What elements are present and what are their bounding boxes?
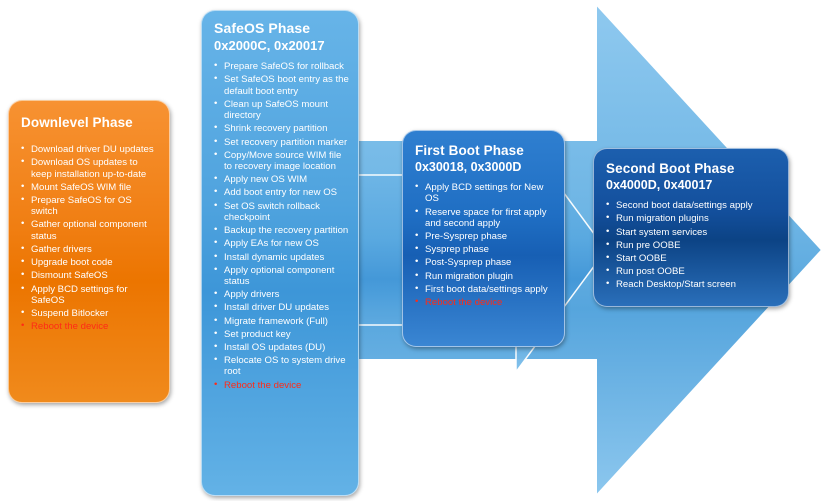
- list-item: • Mount SafeOS WIM file: [21, 182, 161, 193]
- list-item: • Run post OOBE: [606, 266, 781, 277]
- list-item: • Set SafeOS boot entry as the default boot entry: [214, 74, 351, 96]
- list-item: • Upgrade boot code: [21, 257, 161, 268]
- phase-bullets-safeos: [202, 53, 358, 391]
- list-item: • Add boot entry for new OS: [214, 187, 351, 198]
- list-item: • Reserve space for first apply and second apply: [415, 207, 557, 229]
- list-item: • Set recovery partition marker: [214, 137, 351, 148]
- list-item: • Install dynamic updates: [214, 252, 351, 263]
- phase-bullets-downlevel: [9, 130, 169, 332]
- list-item: • Start system services: [606, 227, 781, 238]
- list-item: • Post-Sysprep phase: [415, 257, 557, 268]
- phase-subtitle-second-boot: 0x4000D, 0x40017: [606, 178, 713, 193]
- phase-card-first-boot[interactable]: [402, 130, 565, 347]
- list-item: • Migrate framework (Full): [214, 316, 351, 327]
- list-item-reboot: • Reboot the device: [21, 321, 161, 332]
- list-item: • Apply BCD settings for SafeOS: [21, 284, 161, 306]
- phase-subtitle-safeos: 0x2000C, 0x20017: [214, 37, 325, 53]
- list-item: • Second boot data/settings apply: [606, 200, 781, 211]
- list-item: • Run migration plugin: [415, 271, 557, 282]
- phase-bullets-first-boot: [403, 174, 564, 308]
- phase-title-first-boot: First Boot Phase: [415, 143, 524, 158]
- phase-bullets-second-boot: [594, 192, 788, 291]
- phase-card-safeos[interactable]: [201, 10, 359, 496]
- list-item: • Install driver DU updates: [214, 302, 351, 313]
- phase-subtitle-first-boot: 0x30018, 0x3000D: [415, 160, 522, 175]
- list-item: • Apply EAs for new OS: [214, 238, 351, 249]
- list-item: • Reach Desktop/Start screen: [606, 279, 781, 290]
- phase-title-safeos: SafeOS Phase: [214, 20, 311, 36]
- list-item: • Install OS updates (DU): [214, 342, 351, 353]
- list-item: • Dismount SafeOS: [21, 270, 161, 281]
- list-item-reboot: • Reboot the device: [415, 297, 557, 308]
- list-item: • Backup the recovery partition: [214, 225, 351, 236]
- list-item: • Apply BCD settings for New OS: [415, 182, 557, 204]
- list-item: • Suspend Bitlocker: [21, 308, 161, 319]
- list-item: • Clean up SafeOS mount directory: [214, 99, 351, 121]
- list-item: • Gather drivers: [21, 244, 161, 255]
- list-item: • Run migration plugins: [606, 213, 781, 224]
- list-item: • Apply optional component status: [214, 265, 351, 287]
- list-item: • Download OS updates to keep installation up-to-date: [21, 157, 161, 179]
- list-item: • Relocate OS to system drive root: [214, 355, 351, 377]
- list-item: • Gather optional component status: [21, 219, 161, 241]
- list-item: • Prepare SafeOS for rollback: [214, 61, 351, 72]
- list-item: • Start OOBE: [606, 253, 781, 264]
- list-item: • Set product key: [214, 329, 351, 340]
- list-item: • Copy/Move source WIM file to recovery image location: [214, 150, 351, 172]
- list-item: • Apply new OS WIM: [214, 174, 351, 185]
- list-item: • Set OS switch rollback checkpoint: [214, 201, 351, 223]
- phase-card-downlevel[interactable]: [8, 100, 170, 403]
- list-item: • First boot data/settings apply: [415, 284, 557, 295]
- list-item-reboot: • Reboot the device: [214, 380, 351, 391]
- phase-card-second-boot[interactable]: [593, 148, 789, 307]
- list-item: • Prepare SafeOS for OS switch: [21, 195, 161, 217]
- list-item: • Pre-Sysprep phase: [415, 231, 557, 242]
- list-item: • Download driver DU updates: [21, 144, 161, 155]
- list-item: • Run pre OOBE: [606, 240, 781, 251]
- list-item: • Sysprep phase: [415, 244, 557, 255]
- phase-title-second-boot: Second Boot Phase: [606, 161, 735, 176]
- phase-title-downlevel: Downlevel Phase: [21, 115, 133, 130]
- list-item: • Shrink recovery partition: [214, 123, 351, 134]
- list-item: • Apply drivers: [214, 289, 351, 300]
